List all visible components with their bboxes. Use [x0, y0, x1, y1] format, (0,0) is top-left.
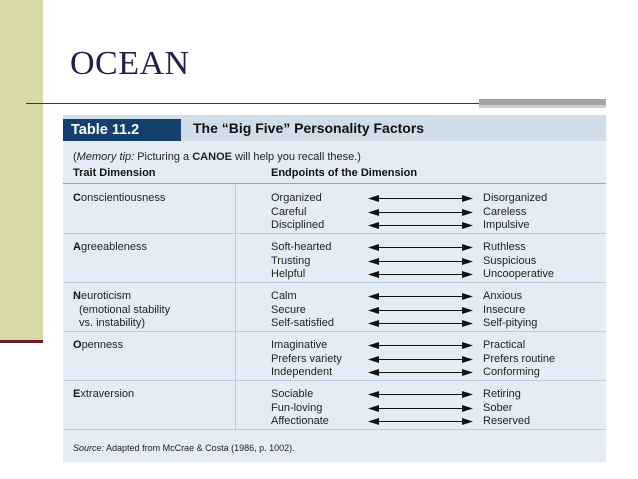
endpoint-high: Practical — [483, 339, 526, 351]
endpoint-low: Independent — [271, 366, 333, 378]
endpoint-pair — [63, 339, 606, 353]
title-rule-accent-shadow — [479, 105, 606, 108]
endpoint-low: Fun-loving — [271, 401, 323, 414]
endpoint-pair — [63, 206, 606, 220]
endpoint-pair — [63, 317, 606, 331]
table-row — [63, 234, 606, 283]
trait-rest: greeableness — [80, 241, 148, 253]
double-arrow-icon — [368, 417, 473, 426]
big-five-table — [63, 115, 606, 462]
endpoint-low: Trusting — [271, 254, 311, 267]
endpoint-low: Affectionate — [271, 415, 329, 427]
decorative-left-bar — [0, 0, 43, 343]
endpoint-pair — [63, 304, 606, 318]
endpoint-high: Impulsive — [483, 219, 530, 231]
decorative-left-bar-line — [0, 340, 43, 343]
trait-initial: E — [73, 388, 81, 400]
header-rule — [63, 183, 606, 184]
endpoint-pair — [63, 290, 606, 304]
endpoint-pair — [63, 366, 606, 380]
endpoint-pair — [63, 268, 606, 282]
endpoint-pair — [63, 388, 606, 402]
endpoint-high: Prefers routine — [483, 352, 556, 365]
endpoint-high: Suspicious — [483, 254, 537, 267]
double-arrow-icon — [368, 208, 473, 217]
table-row — [63, 332, 606, 381]
endpoint-low: Organized — [271, 192, 322, 204]
trait-initial: C — [73, 192, 81, 204]
memory-tip — [73, 151, 361, 163]
endpoint-low: Prefers variety — [271, 352, 342, 365]
endpoint-low: Helpful — [271, 268, 306, 280]
endpoint-pair — [63, 353, 606, 367]
endpoint-high: Anxious — [483, 290, 523, 302]
double-arrow-icon — [368, 306, 473, 315]
trait-initial: N — [73, 290, 81, 302]
endpoint-low: Disciplined — [271, 219, 325, 231]
memory-tip-open: ( — [73, 151, 77, 163]
endpoint-high: Conforming — [483, 366, 540, 378]
endpoint-pair — [63, 219, 606, 233]
trait-initial: O — [73, 339, 82, 351]
double-arrow-icon — [368, 341, 473, 350]
memory-tip-acronym: CANOE — [192, 151, 232, 163]
table-label: Table 11.2 — [63, 119, 181, 141]
double-arrow-icon — [368, 292, 473, 301]
double-arrow-icon — [368, 257, 473, 266]
memory-tip-text-2: will help you recall these.) — [231, 151, 361, 163]
endpoint-low: Soft-hearted — [271, 241, 332, 253]
source-note — [73, 443, 295, 453]
endpoint-pair — [63, 192, 606, 206]
column-header-endpoints: Endpoints of the Dimension — [271, 167, 418, 179]
trait-rest: onscientiousness — [80, 192, 166, 204]
trait-rest: penness — [81, 339, 124, 351]
table-row — [63, 185, 606, 234]
endpoint-low: Self-satisfied — [271, 317, 334, 329]
double-arrow-icon — [368, 404, 473, 413]
double-arrow-icon — [368, 319, 473, 328]
double-arrow-icon — [368, 390, 473, 399]
endpoint-high: Reserved — [483, 415, 531, 427]
endpoint-low: Calm — [271, 290, 297, 302]
trait-subtitle: vs. instability) — [79, 317, 146, 329]
endpoint-low: Secure — [271, 303, 306, 316]
table-row — [63, 381, 606, 430]
double-arrow-icon — [368, 270, 473, 279]
endpoint-high: Disorganized — [483, 192, 548, 204]
endpoint-pair — [63, 255, 606, 269]
trait-rest: xtraversion — [80, 388, 135, 400]
memory-tip-label: Memory tip: — [76, 151, 135, 163]
endpoint-high: Ruthless — [483, 241, 526, 253]
double-arrow-icon — [368, 194, 473, 203]
slide-title: OCEAN — [70, 45, 190, 82]
trait-subtitle: (emotional stability — [79, 303, 171, 316]
table-row — [63, 283, 606, 332]
double-arrow-icon — [368, 368, 473, 377]
source-text: Adapted from McCrae & Costa (1986, p. 1002). — [104, 443, 295, 453]
endpoint-pair — [63, 241, 606, 255]
endpoint-pair — [63, 415, 606, 429]
endpoint-low: Careful — [271, 205, 307, 218]
endpoint-high: Retiring — [483, 388, 521, 400]
table-title: The “Big Five” Personality Factors — [193, 120, 425, 136]
endpoint-pair — [63, 402, 606, 416]
endpoint-low: Imaginative — [271, 339, 328, 351]
trait-initial: A — [73, 241, 81, 253]
memory-tip-text-1: Picturing a — [134, 151, 193, 163]
trait-rest: euroticism — [80, 290, 132, 302]
double-arrow-icon — [368, 243, 473, 252]
endpoint-low: Sociable — [271, 388, 314, 400]
endpoint-high: Self-pitying — [483, 317, 538, 329]
endpoint-high: Careless — [483, 205, 527, 218]
endpoint-high: Insecure — [483, 303, 526, 316]
endpoint-high: Uncooperative — [483, 268, 554, 280]
column-header-trait: Trait Dimension — [73, 167, 156, 179]
endpoint-high: Sober — [483, 401, 513, 414]
source-label: Source: — [73, 443, 105, 453]
double-arrow-icon — [368, 355, 473, 364]
double-arrow-icon — [368, 221, 473, 230]
table-header-band — [63, 115, 606, 141]
